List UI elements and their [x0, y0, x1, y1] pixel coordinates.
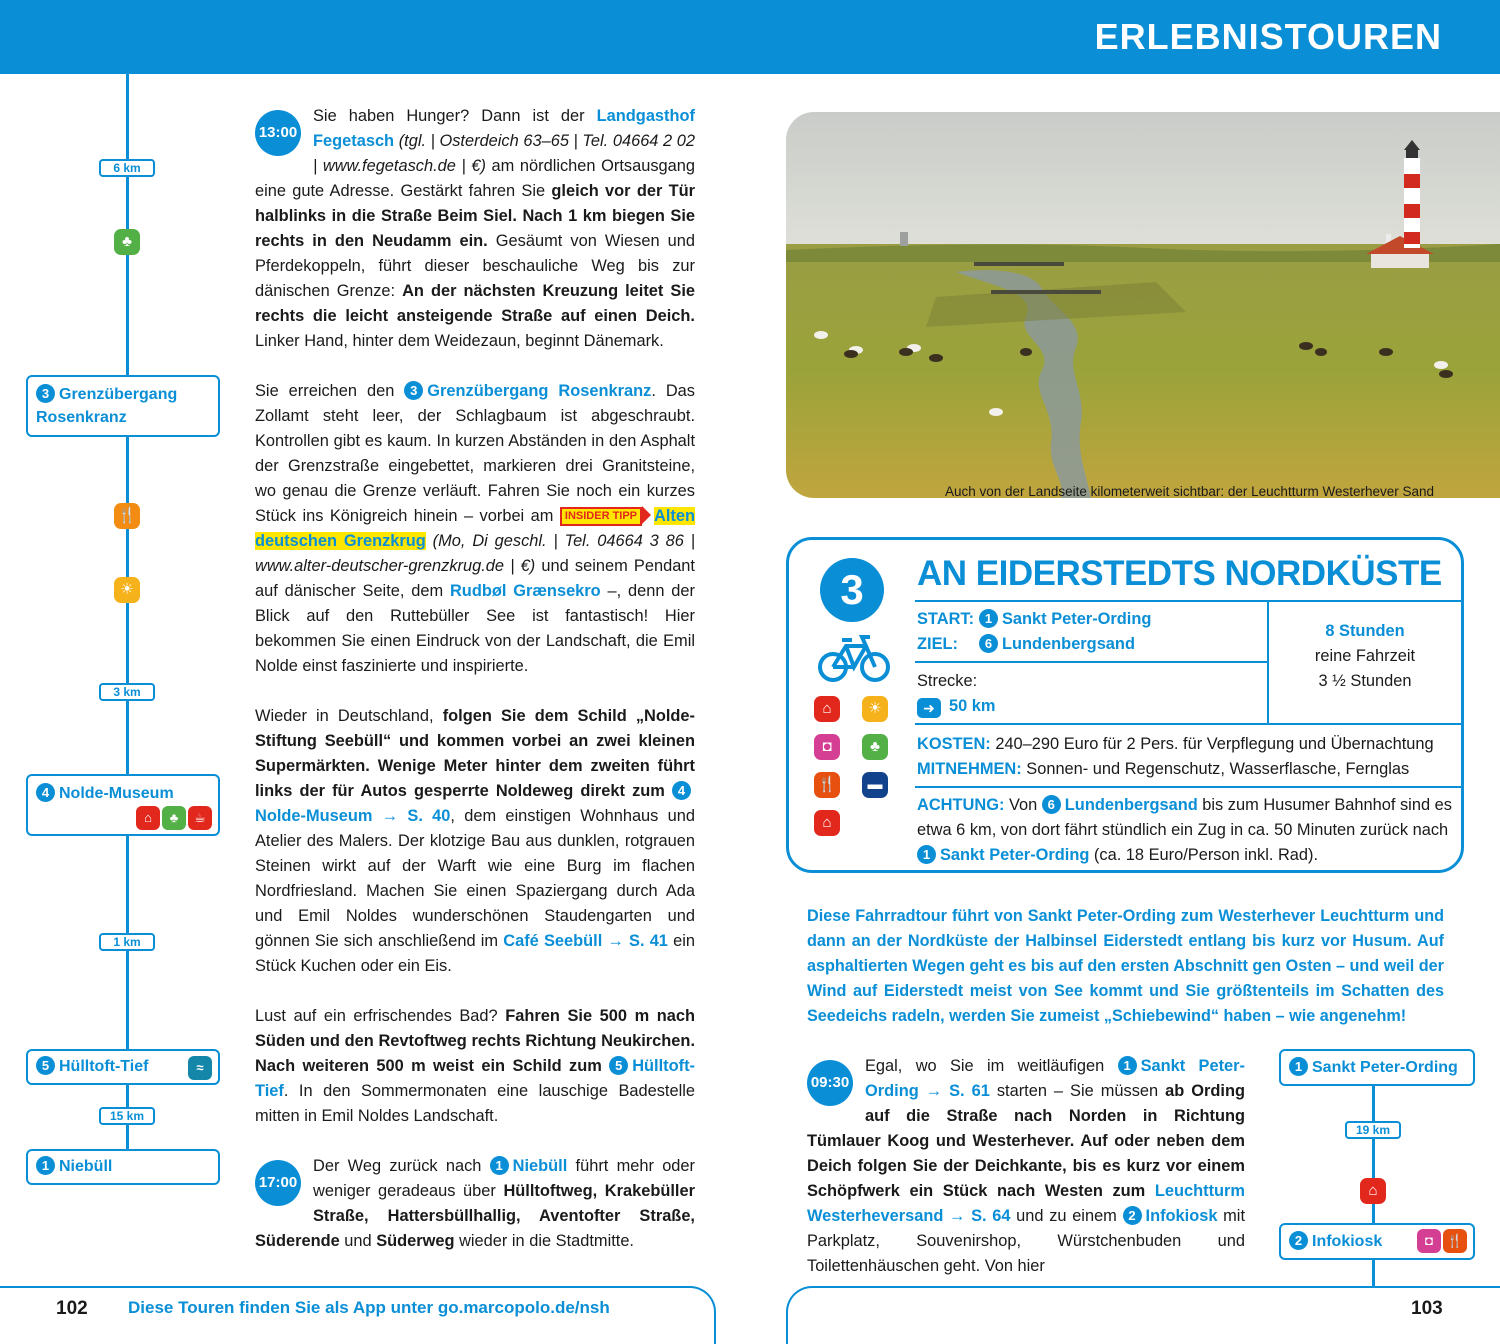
time-badge: 09:30 — [807, 1060, 853, 1106]
divider — [915, 723, 1463, 725]
text: am nördlichen Ortsausgang eine gute Adresse. Gestärkt fahren Sie — [255, 157, 695, 200]
bed-icon: ▬ — [862, 772, 888, 798]
text: Wieder in Deutschland, — [255, 707, 443, 725]
sun-icon: ☀ — [862, 696, 888, 722]
text: . In den Sommermonaten eine lauschige Badestelle mitten in Emil Noldes Landschaft. — [255, 1082, 695, 1125]
stop-number: 2 — [1123, 1206, 1142, 1225]
left-body-text — [255, 104, 695, 1279]
link-lundenbergsand[interactable]: Lundenbergsand — [1064, 796, 1198, 814]
stop-number: 6 — [979, 634, 998, 653]
stop-label: Niebüll — [59, 1158, 113, 1175]
stop-number: 1 — [1118, 1056, 1137, 1075]
route-line — [126, 74, 129, 375]
page-number-right: 103 — [1411, 1298, 1443, 1319]
text: , dem einstigen Wohnhaus und Atelier des Malers. Der klotzige Bau aus dunklen, rotgrauen Steinen wirkt auf der Warft wie eine Burg im flachen Nordfriesland. Machen Sie einen Spaziergang durch Ada und Emil Noldes wunderschönen Staudengarten und gönnen Sie sich anschließend im — [255, 807, 695, 950]
text: Gesäumt von Wiesen und Pferdekoppeln, führt dieser beschauliche Weg bis zur dänischen Grenze: — [255, 232, 695, 300]
arrow-right-icon: ➜ — [917, 698, 941, 718]
paragraph — [255, 104, 695, 354]
duration-label: reine Fahrzeit — [1314, 647, 1416, 665]
text: Hülltoftweg, Krakebüller Straße, Hattersbüllhallig, Aventofter Straße, Süderende — [255, 1182, 695, 1250]
link-infokiosk[interactable]: Infokiosk — [1145, 1207, 1218, 1225]
text: ab Ording auf die Straße nach Norden in Richtung Tümlauer Koog und Westerhever. Auf oder neben dem Deich folgen Sie der Deichkante, bis es kurz vor einem Schöpfwerk ein Stück nach Westen zum — [807, 1082, 1245, 1200]
stop-number: 3 — [36, 384, 55, 403]
text: –, denn der Blick auf den Ruttebüller See ist fantastisch! Hier bekommen Sie einen Eindruck von der Landschaft, die Emil Nolde einst faszinierte und inspirierte. — [255, 582, 695, 675]
text: ein Stück Kuchen oder ein Eis. — [255, 932, 695, 975]
insider-tip-badge: INSIDER TIPP — [560, 507, 642, 526]
text: Fahren Sie 500 m nach Süden und den Revtoftweg rechts Richtung Neukirchen. Nach weiteren 500 m weist ein Schild zum — [255, 1007, 695, 1075]
distance-label: 1 km — [99, 933, 155, 951]
link-sankt-peter-ording[interactable]: Sankt Peter-Ording → S. 61 — [865, 1057, 1245, 1100]
link-nolde-museum[interactable]: Nolde-Museum → S. 40 — [255, 807, 451, 825]
text: wieder in die Stadtmitte. — [454, 1232, 634, 1250]
museum-icon: ⌂ — [1360, 1178, 1386, 1204]
stop-number: 3 — [404, 381, 423, 400]
link-sankt-peter-ording[interactable]: Sankt Peter-Ording — [940, 846, 1090, 864]
museum-icon: ⌂ — [136, 806, 160, 830]
header-bar — [0, 0, 1500, 74]
route-line — [1372, 1259, 1375, 1286]
mitnehmen-value: Sonnen- und Regenschutz, Wasserflasche, Fernglas — [1026, 760, 1410, 778]
tour-intro: Diese Fahrradtour führt von Sankt Peter-Ording zum Westerhever Leuchtturm und dann an der Nordküste der Halbinsel Eiderstedt entlang bis kurz vor Husum. Auf asphaltierten Wegen geht es bis auf den ersten Abschnitt gen Osten – und weil der Wind auf Eiderstedt meist von See kommt und Sie größtenteils im Schatten des Seedeichs radeln, werden Sie zumeist „Schiebewind“ haben – wie angenehm! — [807, 907, 1444, 1025]
achtung-row — [917, 793, 1457, 868]
route-stop-niebuell[interactable] — [26, 1149, 220, 1185]
stop-label: Rosenkranz — [36, 409, 127, 426]
text: und zu einem — [1010, 1207, 1123, 1225]
stop-number: 5 — [609, 1056, 628, 1075]
paragraph — [255, 1154, 695, 1254]
route-stop-nolde-museum[interactable] — [26, 774, 220, 836]
start-value[interactable]: Sankt Peter-Ording — [1002, 610, 1152, 628]
route-stop-huelltoft-tief[interactable] — [26, 1049, 220, 1085]
start-label: START: — [917, 610, 975, 628]
text: Süderweg — [376, 1232, 455, 1250]
duration-value: 8 Stunden — [1325, 622, 1405, 640]
cafe-icon: ☕ — [188, 806, 212, 830]
strecke-row — [917, 669, 995, 719]
text: bis zum Husumer Bahnhof sind es etwa 6 km, von dort fährt stündlich ein Zug in ca. 50 Minuten zurück nach — [917, 796, 1452, 839]
distance-label: 15 km — [99, 1107, 155, 1125]
tour-number-badge: 3 — [820, 558, 884, 622]
ziel-label: ZIEL: — [917, 635, 958, 653]
text: (Mo, Di geschl. | Tel. 04664 3 86 | www.alter-deutscher-grenzkrug.de | €) — [255, 532, 696, 575]
paragraph — [255, 704, 695, 979]
text: Lust auf ein erfrischendes Bad? — [255, 1007, 506, 1025]
text: Linker Hand, hinter dem Weidezaun, beginnt Dänemark. — [255, 332, 664, 350]
text: gleich vor der Tür halblinks in die Straße Beim Siel. Nach 1 km biegen Sie rechts in den Neudamm ein. — [255, 182, 695, 250]
stop-number: 5 — [36, 1056, 55, 1075]
bicycle-icon — [818, 632, 890, 684]
link-graensekro[interactable]: Rudbøl Grænsekro — [449, 582, 601, 600]
restaurant-icon: 🍴 — [1443, 1229, 1467, 1253]
text: Der Weg zurück nach — [313, 1157, 490, 1175]
divider — [915, 600, 1463, 602]
text: (tgl. | Osterdeich 63–65 | Tel. 04664 2 02 | www.fegetasch.de | €) — [313, 132, 695, 175]
ziel-value[interactable]: Lundenbergsand — [1002, 635, 1135, 653]
stop-number: 2 — [1289, 1231, 1308, 1250]
photo-caption: Auch von der Landseite kilometerweit sichtbar: der Leuchtturm Westerhever Sand — [945, 484, 1434, 499]
route-stop-sankt-peter-ording[interactable] — [1279, 1049, 1475, 1086]
text: An der nächsten Kreuzung leitet Sie rechts die leicht ansteigende Straße auf einen Deich. — [255, 282, 695, 325]
distance-label: 6 km — [99, 159, 155, 177]
stop-label: Sankt Peter-Ording — [1312, 1059, 1458, 1076]
text: Von — [1008, 796, 1042, 814]
stop-number: 4 — [36, 783, 55, 802]
footer-right-frame — [786, 1286, 1500, 1344]
shopping-icon: ◘ — [814, 734, 840, 760]
sun-icon: ☀ — [114, 577, 140, 603]
time-badge: 17:00 — [255, 1160, 301, 1206]
link-grenzkrug[interactable]: Alten deutschen Grenzkrug — [255, 507, 695, 550]
kosten-label: KOSTEN: — [917, 735, 991, 753]
strecke-label: Strecke: — [917, 672, 978, 690]
swimming-icon: ≈ — [188, 1056, 212, 1080]
museum-icon: ⌂ — [814, 696, 840, 722]
text: (ca. 18 Euro/Person inkl. Rad). — [1089, 846, 1319, 864]
stop-number: 1 — [36, 1156, 55, 1175]
text: Egal, wo Sie im weitläufigen — [865, 1057, 1118, 1075]
distance-label: 19 km — [1345, 1121, 1401, 1139]
stop-label: Nolde-Museum — [59, 785, 174, 802]
text: Sie erreichen den — [255, 382, 405, 400]
text: folgen Sie dem Schild „Nolde-Stiftung Seebüll“ und kommen vorbei an zwei kleinen Supermärkten. Wenige Meter hinter dem zweiten führt links der für Autos gesperrte Noldeweg direkt zum — [255, 707, 695, 800]
link-leuchtturm[interactable]: Leuchtturm Westerheversand → S. 64 — [807, 1182, 1246, 1225]
stop-label: Grenzübergang — [59, 386, 178, 403]
text: . Das Zollamt steht leer, der Schlagbaum ist abgeschraubt. Kontrollen gibt es kaum. In kurzen Abständen in den Asphalt der Grenzstraße eingebettet, markieren drei Granitsteine, wo genau die Grenze verläuft. Fahren Sie noch ein kurzes Stück ins Königreich hinein – vorbei am — [255, 382, 695, 525]
link-cafe-seebuell[interactable]: Café Seebüll → S. 41 — [503, 932, 668, 950]
link-landgasthof[interactable]: Landgasthof Fegetasch — [313, 107, 695, 150]
text: und — [339, 1232, 377, 1250]
paragraph — [255, 1004, 695, 1129]
text: starten – Sie müssen — [989, 1082, 1166, 1100]
duration-box — [1269, 619, 1461, 694]
tree-icon: ♣ — [114, 229, 140, 255]
tour-info-box — [786, 537, 1464, 873]
route-stop-grenzuebergang[interactable] — [26, 375, 220, 437]
app-note-link[interactable]: Diese Touren finden Sie als App unter go.marcopolo.de/nsh — [128, 1298, 610, 1317]
stop-number: 1 — [490, 1156, 509, 1175]
text: führt mehr oder weniger geradeaus über — [313, 1157, 696, 1200]
stop-label: Infokiosk — [1312, 1233, 1383, 1250]
restaurant-icon: 🍴 — [814, 772, 840, 798]
text: mit Parkplatz, Souvenirshop, Würstchenbuden und Toilettenhäuschen geht. Von hier — [807, 1207, 1245, 1275]
start-row — [917, 607, 1151, 657]
strecke-value: 50 km — [949, 697, 996, 715]
lighthouse-photo — [786, 112, 1500, 498]
tree-icon: ♣ — [862, 734, 888, 760]
mitnehmen-label: MITNEHMEN: — [917, 760, 1022, 778]
link-grenzuebergang[interactable]: Grenzübergang Rosenkranz — [427, 382, 652, 400]
route-stop-infokiosk[interactable] — [1279, 1223, 1475, 1260]
section-title: ERLEBNISTOUREN — [1094, 16, 1442, 57]
stop-label: Hülltoft-Tief — [59, 1058, 149, 1075]
right-body-text — [807, 1054, 1245, 1279]
time-badge: 13:00 — [255, 110, 301, 156]
distance-label: 3 km — [99, 683, 155, 701]
achtung-label: ACHTUNG: — [917, 796, 1005, 814]
kosten-value: 240–290 Euro für 2 Pers. für Verpflegung und Übernachtung — [995, 735, 1434, 753]
stop-number: 1 — [979, 609, 998, 628]
link-huelltoft-tief[interactable]: Hülltoft-Tief — [255, 1057, 695, 1100]
stop-number: 1 — [917, 845, 936, 864]
stop-number: 4 — [672, 781, 691, 800]
stop-number: 1 — [1289, 1057, 1308, 1076]
divider — [915, 786, 1463, 788]
route-line — [126, 435, 129, 775]
text: und seinem Pendant auf dänischer Seite, dem — [255, 557, 695, 600]
stop-number: 6 — [1042, 795, 1061, 814]
page-number-left: 102 — [56, 1298, 88, 1319]
shopping-icon: ◘ — [1417, 1229, 1441, 1253]
church-icon: ⌂ — [814, 810, 840, 836]
fahrzeit-value: 3 ½ Stunden — [1318, 672, 1412, 690]
text: Sie haben Hunger? Dann ist der — [313, 107, 597, 125]
tour-title: AN EIDERSTEDTS NORDKÜSTE — [917, 554, 1442, 593]
kosten-row — [917, 732, 1463, 782]
tree-icon: ♣ — [162, 806, 186, 830]
link-niebuell[interactable]: Niebüll — [512, 1157, 568, 1175]
divider — [915, 661, 1267, 663]
restaurant-icon: 🍴 — [114, 503, 140, 529]
arrow-icon — [642, 506, 651, 524]
paragraph — [255, 379, 695, 679]
